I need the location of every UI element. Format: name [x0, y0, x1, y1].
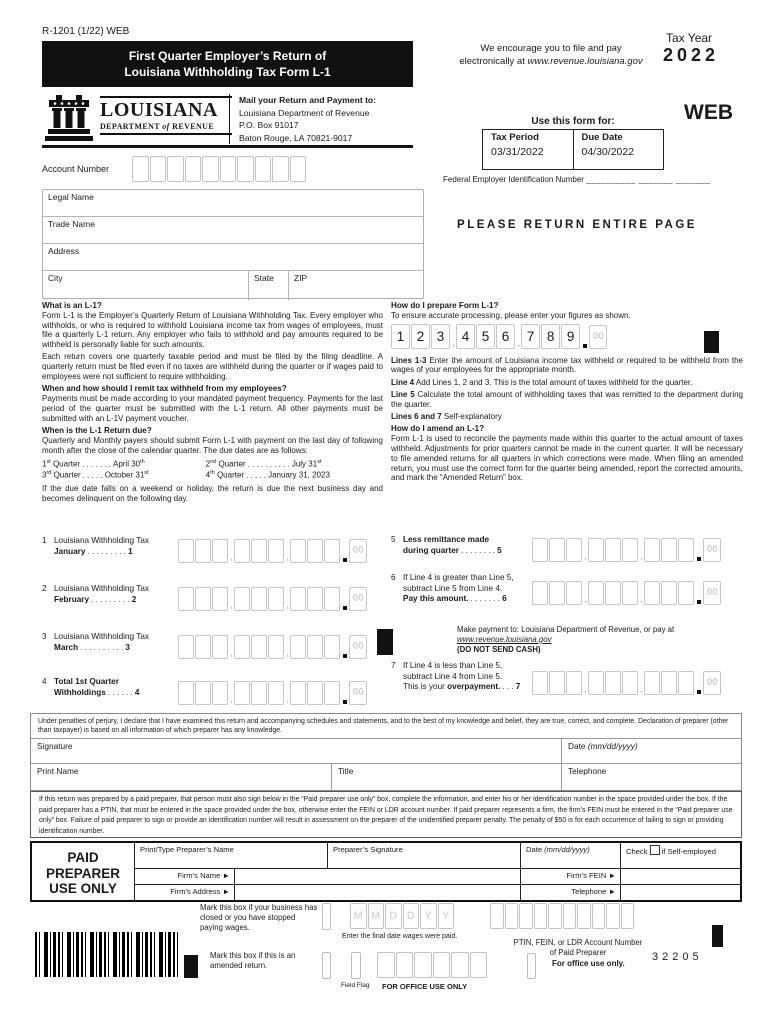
cents-box: 00: [349, 587, 367, 611]
digit-box: [606, 903, 620, 929]
line-5-label: 5 Less remittance made during quarter . . . . . . . . 5: [391, 535, 502, 555]
amount-digit-box: 9: [561, 324, 580, 349]
amount-digit-box: 1: [391, 324, 410, 349]
amount-digit-box: [178, 539, 194, 563]
digit-box: [490, 903, 504, 929]
amount-digit-box: [566, 581, 582, 605]
ptin-boxes[interactable]: [490, 903, 635, 929]
preparer-telephone-field[interactable]: [621, 885, 740, 900]
instructions-left-column: [42, 301, 383, 535]
due-date-value: 04/30/2022: [581, 146, 635, 158]
amount-digit-box: 3: [431, 324, 450, 349]
fein-label: Federal Employer Identification Number: [443, 175, 584, 184]
amount-digit-box: [588, 538, 604, 562]
decimal-point: [343, 558, 347, 562]
cents-box: 00: [703, 581, 721, 605]
amount-digit-box: [549, 671, 565, 695]
digit-box: [505, 903, 519, 929]
line-4-label: 4 Total 1st Quarter Withholdings . . . . . . 4: [42, 677, 140, 697]
amount-digit-box: [178, 681, 194, 705]
sample-amount-field: [391, 324, 743, 349]
amount-digit-box: [251, 587, 267, 611]
cents-box: 00: [349, 681, 367, 705]
each-return-para: Each return covers one quarterly taxable period and must be filed by the filing deadline. A quarterly return must be filed even if no taxes are withheld during the quarter or if wages paid to employees were not sufficient to require withholding.: [42, 352, 383, 382]
tax-period-table: [482, 129, 664, 170]
form-number: R-1201 (1/22) WEB: [42, 26, 130, 37]
comma-separator: ,: [230, 693, 234, 705]
amount-digit-box: [290, 681, 306, 705]
comma-separator: ,: [640, 683, 644, 695]
address-label: Address: [48, 246, 80, 256]
cents-box: 00: [349, 539, 367, 563]
due-para: Quarterly and Monthly payers should submit Form L-1 with payment on the last day of following month after the close of the calendar quarter. The due dates are as follows:: [42, 435, 383, 455]
state-label: State: [254, 273, 274, 283]
amount-digit-box: [251, 681, 267, 705]
digit-box: [290, 156, 307, 182]
amend-para: Form L-1 is used to reconcile the payments made within this quarter to the actual amount of taxes withheld. Adjustments for prior quarters cannot be made in the current quarter. It will be necessary to file amended returns for all quarters in which corrections were made. When filing an amended return, you must use the correct form for the quarter being amended, report the corrected amounts, and mark the “Amended Return” box.: [391, 434, 743, 483]
firms-fein-field[interactable]: [621, 869, 740, 884]
decimal-point: [343, 606, 347, 610]
line-6-label: 6 If Line 4 is greater than Line 5, subtract Line 5 from Line 4. Pay this amount. . . . . . . . 6: [391, 573, 514, 603]
due-dates-grid: [42, 458, 383, 481]
final-date-caption: Enter the final date wages were paid.: [342, 933, 458, 940]
amount-digit-box: [549, 538, 565, 562]
due-date-col: [573, 130, 664, 169]
amount-digit-box: 4: [456, 324, 475, 349]
mail-line2: P.O. Box 91017: [239, 120, 299, 130]
comma-separator: ,: [230, 647, 234, 659]
paid-preparer-table: [30, 841, 742, 902]
decimal-point: [343, 654, 347, 658]
digit-box: [132, 156, 149, 182]
amount-digit-box: 8: [541, 324, 560, 349]
tax-year-label: Tax Year: [666, 31, 713, 45]
digit-box: [185, 156, 202, 182]
amount-digit-box: [268, 681, 284, 705]
amount-digit-box: [678, 581, 694, 605]
line-5-number: 5: [391, 535, 396, 544]
amount-digit-box: [234, 587, 250, 611]
entity-info-box: [42, 189, 424, 299]
digit-box: [220, 156, 237, 182]
do-not-send-cash: (DO NOT SEND CASH): [457, 644, 541, 654]
amount-digit-box: [532, 581, 548, 605]
digit-box: [272, 156, 289, 182]
preparer-date-field[interactable]: Date (mm/dd/yyyy): [521, 843, 621, 868]
comma-separator: ,: [584, 683, 588, 695]
digit-box: [519, 903, 533, 929]
amount-digit-box: [212, 539, 228, 563]
amount-digit-box: [324, 539, 340, 563]
comma-separator: ,: [286, 599, 290, 611]
line-2-label: 2 Louisiana Withholding Tax February . . . . . . . . . 2: [42, 584, 149, 604]
efile-line1: We encourage you to file and pay: [480, 43, 622, 54]
line-1-number: 1: [42, 536, 47, 545]
office-only-label: For office use only.: [552, 959, 625, 968]
comma-separator: ,: [286, 693, 290, 705]
amount-digit-box: [661, 671, 677, 695]
digit-box: [414, 952, 432, 978]
amount-digit-box: [324, 635, 340, 659]
address-field[interactable]: [43, 244, 423, 271]
amount-digit-box: 5: [476, 324, 495, 349]
fein-field[interactable]: [443, 175, 710, 184]
firms-address-field[interactable]: [235, 885, 521, 900]
logo-department-of-revenue: DEPARTMENT of REVENUE: [100, 122, 232, 135]
due-date-header: Due Date: [581, 132, 623, 143]
amount-digit-box: [661, 538, 677, 562]
due-heading: When is the L-1 Return due?: [42, 426, 152, 436]
digit-box: [451, 952, 469, 978]
decimal-point: [583, 344, 587, 348]
comma-separator: ,: [286, 647, 290, 659]
amount-digit-box: [195, 587, 211, 611]
print-name-field[interactable]: Print Name: [37, 765, 79, 776]
amount-digit-box: [605, 671, 621, 695]
amount-digit-box: [605, 581, 621, 605]
line-7-label: 7 If Line 4 is less than Line 5, subtract Line 4 from Line 5. This is your overpayment. . . . 7: [391, 661, 521, 691]
amount-digit-box: [307, 587, 323, 611]
amount-digit-box: [588, 581, 604, 605]
comma-separator: ,: [640, 550, 644, 562]
digit-box: [167, 156, 184, 182]
instructions-right-column: [391, 301, 743, 535]
account-number-boxes[interactable]: [132, 156, 307, 182]
cents-box: 00: [589, 325, 607, 349]
amount-digit-box: [195, 635, 211, 659]
trade-name-label: Trade Name: [48, 219, 95, 229]
preparer-signature-field[interactable]: Preparer’s Signature: [328, 843, 521, 868]
line-1-label: 1 Louisiana Withholding Tax January . . . . . . . . . 1: [42, 536, 149, 556]
scan-mark-4: [712, 925, 723, 947]
digit-box: [548, 903, 562, 929]
q2-due-date: 2nd Quarter . . . . . . . . . . July 31st: [205, 458, 322, 469]
trade-name-field[interactable]: [43, 217, 423, 244]
line-6-number: 6: [391, 573, 396, 582]
amount-digit-box: [622, 538, 638, 562]
signature-field[interactable]: Signature: [37, 740, 73, 751]
comma-separator: ,: [286, 551, 290, 563]
account-number-label: Account Number: [42, 164, 110, 174]
digit-box: [202, 156, 219, 182]
legal-name-label: Legal Name: [48, 192, 94, 202]
amount-digit-box: [212, 681, 228, 705]
self-employed-check-field[interactable]: Check if Self-employed: [626, 847, 716, 856]
line-2-number: 2: [42, 584, 47, 593]
q1-due-date: 1st Quarter . . . . . . . April 30th: [42, 458, 145, 469]
digit-box: M: [368, 903, 385, 929]
amount-digit-box: [307, 539, 323, 563]
amount-digit-box: [307, 681, 323, 705]
amount-digit-box: [290, 587, 306, 611]
preparer-telephone-label: Telephone ►: [521, 885, 621, 900]
amount-digit-box: [195, 681, 211, 705]
amount-digit-box: [644, 538, 660, 562]
what-is-l1-heading: What is an L-1?: [42, 301, 102, 310]
scan-mark-2: [377, 629, 393, 655]
mail-address-block: [239, 94, 411, 144]
form-title-banner: [42, 41, 413, 87]
q4-due-date: 4th Quarter . . . . . January 31, 2023: [205, 470, 330, 481]
amount-digit-box: [234, 539, 250, 563]
fein-underline: __________ _______ _______: [586, 175, 711, 184]
q3-due-date: 3rd Quarter . . . . . October 31st: [42, 470, 149, 481]
amount-digit-box: [268, 539, 284, 563]
city-label: City: [48, 273, 63, 283]
zip-field[interactable]: [288, 271, 423, 300]
telephone-field[interactable]: Telephone: [561, 764, 741, 790]
digit-box: [470, 952, 488, 978]
line-4-number: 4: [42, 677, 47, 686]
arrow-icon: ►: [222, 871, 230, 880]
amount-digit-box: 7: [521, 324, 540, 349]
line-3-amount-field[interactable]: [178, 635, 367, 659]
efile-note: [437, 42, 665, 68]
mail-line1: Louisiana Department of Revenue: [239, 107, 370, 118]
arrow-icon: ►: [608, 871, 616, 880]
digit-box: M: [350, 903, 367, 929]
decimal-point: [697, 690, 701, 694]
tax-period-header: Tax Period: [491, 132, 539, 143]
amount-digit-box: [234, 635, 250, 659]
line-7-amount-field[interactable]: [532, 671, 721, 695]
digit-box: Y: [438, 903, 455, 929]
amount-digit-box: [268, 635, 284, 659]
digit-box: [255, 156, 272, 182]
amount-digit-box: [268, 587, 284, 611]
payment-url: www.revenue.louisiana.gov: [457, 634, 552, 644]
remit-heading: When and how should I remit tax withheld from my employees?: [42, 384, 287, 394]
cents-box: 00: [703, 538, 721, 562]
tax-year-value: 2022: [663, 45, 720, 65]
amount-digit-box: [644, 581, 660, 605]
logo-divider: [229, 94, 230, 144]
field-flag-checkbox: [351, 952, 361, 979]
digit-box: [534, 903, 548, 929]
use-form-title: Use this form for:: [531, 116, 615, 127]
line-2-amount-field[interactable]: [178, 587, 367, 611]
amount-digit-box: [212, 635, 228, 659]
firms-address-label: Firm’s Address ►: [135, 885, 235, 900]
amount-digit-box: [290, 539, 306, 563]
comma-separator: ,: [230, 599, 234, 611]
digit-box: [237, 156, 254, 182]
amount-digit-box: [178, 635, 194, 659]
line-4-amount-field[interactable]: [178, 681, 367, 705]
amount-digit-box: [605, 538, 621, 562]
remit-para: Payments must be made according to your mandated payment frequency. Payments for the last period of the quarter must be submitted with the L-1 return. All other payments must be submitted with an L-1V payment voucher.: [42, 394, 383, 423]
weekend-para: If the due date falls on a weekend or holiday, the return is due the next business day and becomes delinquent on the following day.: [42, 483, 383, 503]
digit-box: [433, 952, 451, 978]
line-4-instr: Line 4 Add Lines 1, 2 and 3. This is the total amount of taxes withheld for the quarter.: [391, 377, 693, 387]
scan-mark-3: [184, 955, 198, 978]
amount-digit-box: [307, 635, 323, 659]
amended-return-checkbox[interactable]: [322, 952, 331, 979]
amount-digit-box: [588, 671, 604, 695]
legal-name-field[interactable]: [43, 190, 423, 217]
amount-digit-box: [661, 581, 677, 605]
ptin-caption: PTIN, FEIN, or LDR Account Number of Paid Preparer: [513, 938, 643, 957]
mail-line3: Baton Rouge, LA 70821-9017: [239, 132, 353, 143]
self-employed-checkbox[interactable]: [650, 845, 660, 855]
signature-date-field[interactable]: Date (mm/dd/yyyy): [561, 739, 741, 763]
line-1-amount-field[interactable]: [178, 539, 367, 563]
paid-preparer-use-only-label: PAID PREPARER USE ONLY: [32, 843, 135, 900]
line-7-number: 7: [391, 661, 396, 670]
scan-mark-1: [704, 331, 719, 353]
city-state-zip-row: [43, 271, 423, 300]
digit-box: [577, 903, 591, 929]
comma-separator: ,: [452, 336, 456, 349]
decimal-point: [697, 557, 701, 561]
prepare-heading: How do I prepare Form L-1?: [391, 301, 499, 310]
comma-separator: ,: [230, 551, 234, 563]
amount-digit-box: [644, 671, 660, 695]
digit-box: [592, 903, 606, 929]
logo-louisiana: LOUISIANA: [100, 96, 232, 122]
amount-digit-box: [549, 581, 565, 605]
line-5-instr: Line 5 Calculate the total amount of withholding taxes that was remitted to the department during the quarter.: [391, 389, 743, 409]
comma-separator: ,: [640, 593, 644, 605]
barcode: [35, 932, 181, 977]
line-3-number: 3: [42, 632, 47, 641]
decimal-point: [343, 700, 347, 704]
line-6-amount-field[interactable]: [532, 581, 721, 605]
amount-digit-box: [566, 671, 582, 695]
line-3-label: 3 Louisiana Withholding Tax March . . . . . . . . . . 3: [42, 632, 149, 652]
prepare-intro: To ensure accurate processing, please enter your figures as shown.: [391, 310, 631, 320]
firms-name-field[interactable]: [235, 869, 521, 884]
digit-box: D: [403, 903, 420, 929]
louisiana-capitol-logo-icon: [45, 94, 93, 142]
office-only-checkbox: [527, 953, 536, 979]
cents-box: 00: [703, 671, 721, 695]
perjury-statement: Under penalties of perjury, I declare that I have examined this return and accompanying schedules and statements, and to the best of my knowledge and belief, they are true, correct, and complete. Declaration of preparer (other than taxpayer) is based on all information of which preparer has any knowledge.: [38, 718, 729, 735]
amount-digit-box: [195, 539, 211, 563]
amount-digit-box: [234, 681, 250, 705]
tax-period-value: 03/31/2022: [491, 146, 544, 158]
preparer-name-field[interactable]: Print/Type Preparer’s Name: [135, 843, 328, 868]
amount-digit-box: [532, 671, 548, 695]
amount-digit-box: [622, 581, 638, 605]
mail-title: Mail your Return and Payment to:: [239, 95, 377, 105]
amount-digit-box: [178, 587, 194, 611]
header-rule: [42, 145, 413, 148]
arrow-icon: ►: [608, 887, 616, 896]
amount-digit-box: [212, 587, 228, 611]
signature-section: [30, 713, 742, 791]
arrow-icon: ►: [222, 887, 230, 896]
state-field[interactable]: [248, 271, 288, 300]
amount-digit-box: [324, 587, 340, 611]
digit-box: [396, 952, 414, 978]
lines-6-7-instr: Lines 6 and 7 Self-explanatory: [391, 412, 502, 422]
line-5-amount-field[interactable]: [532, 538, 721, 562]
amount-digit-box: [290, 635, 306, 659]
comma-separator: ,: [517, 336, 521, 349]
title-field[interactable]: Title: [331, 764, 561, 790]
field-flag-label: Field Flag: [341, 982, 370, 989]
please-return-note: PLEASE RETURN ENTIRE PAGE: [457, 219, 697, 231]
logo-text: [100, 96, 232, 135]
digit-box: D: [385, 903, 402, 929]
efile-line2: electronically at www.revenue.louisiana.gov: [459, 56, 643, 67]
decimal-point: [697, 600, 701, 604]
amount-digit-box: [622, 671, 638, 695]
final-date-boxes[interactable]: [350, 903, 455, 929]
comma-separator: ,: [584, 593, 588, 605]
payment-note: Make payment to: Louisiana Department of Revenue, or pay at www.revenue.louisiana.gov (DO NOT SEND CASH): [457, 625, 675, 654]
business-closed-text: Mark this box if your business has closed or you have stopped paying wages.: [200, 903, 318, 932]
amend-heading: How do I amend an L-1?: [391, 424, 485, 434]
digit-box: [563, 903, 577, 929]
what-is-l1-para: Form L-1 is the Employer’s Quarterly Return of Louisiana Withholding Tax. Every employer who withholds, or who is required to withhold Louisiana income tax from wages of employees, must file a quarterly L-1 return. Any employer who fails to withhold and pay amounts required to be withheld is personally liable for such amounts.: [42, 310, 383, 350]
amount-digit-box: [532, 538, 548, 562]
paid-preparer-note: If this return was prepared by a paid preparer, that person must also sign below in the “Paid preparer use only” box, complete the information, and enter his or her identification number in the space provided under the box. If the paid preparer has a PTIN, that must be entered in the space provided under the box, otherwise enter the FEIN or LDR account number. If paid preparer represents a firm, the firm’s FEIN must be entered in the “Paid preparer use only” box. Failure of paid preparer to sign or provide an identification number will result in assessment on the preparer of the unidentified preparer penalty. The penalty of $50 is for each occurrence of failing to sign or providing identification number.: [30, 791, 742, 838]
form-code: 32205: [652, 951, 703, 963]
form-title-line2: Louisiana Withholding Tax Form L-1: [124, 64, 331, 79]
firms-fein-label: Firm’s FEIN ►: [521, 869, 621, 884]
tax-period-col: [483, 130, 573, 169]
firms-name-label: Firm’s Name ►: [135, 869, 235, 884]
city-field[interactable]: [43, 271, 248, 300]
amount-digit-box: [251, 635, 267, 659]
amount-digit-box: 6: [496, 324, 515, 349]
efile-url: www.revenue.louisiana.gov: [527, 56, 643, 67]
amount-digit-box: [251, 539, 267, 563]
cents-box: 00: [349, 635, 367, 659]
lines-1-3-instr: Lines 1-3 Enter the amount of Louisiana income tax withheld or required to be withheld from the wages of your employees for the appropriate month.: [391, 355, 743, 375]
web-label: WEB: [684, 101, 733, 124]
digit-box: Y: [420, 903, 437, 929]
zip-label: ZIP: [294, 273, 308, 283]
office-use-label: FOR OFFICE USE ONLY: [382, 982, 468, 991]
amount-digit-box: [324, 681, 340, 705]
business-closed-checkbox[interactable]: [322, 903, 331, 930]
amount-digit-box: [678, 538, 694, 562]
digit-box: [377, 952, 395, 978]
form-title-line1: First Quarter Employer’s Return of: [128, 49, 327, 63]
digit-box: [621, 903, 635, 929]
amended-return-text: Mark this box if this is an amended return.: [210, 951, 296, 970]
amount-digit-box: [566, 538, 582, 562]
digit-box: [150, 156, 167, 182]
comma-separator: ,: [584, 550, 588, 562]
amount-digit-box: [678, 671, 694, 695]
office-use-boxes: [377, 952, 488, 978]
amount-digit-box: 2: [411, 324, 430, 349]
